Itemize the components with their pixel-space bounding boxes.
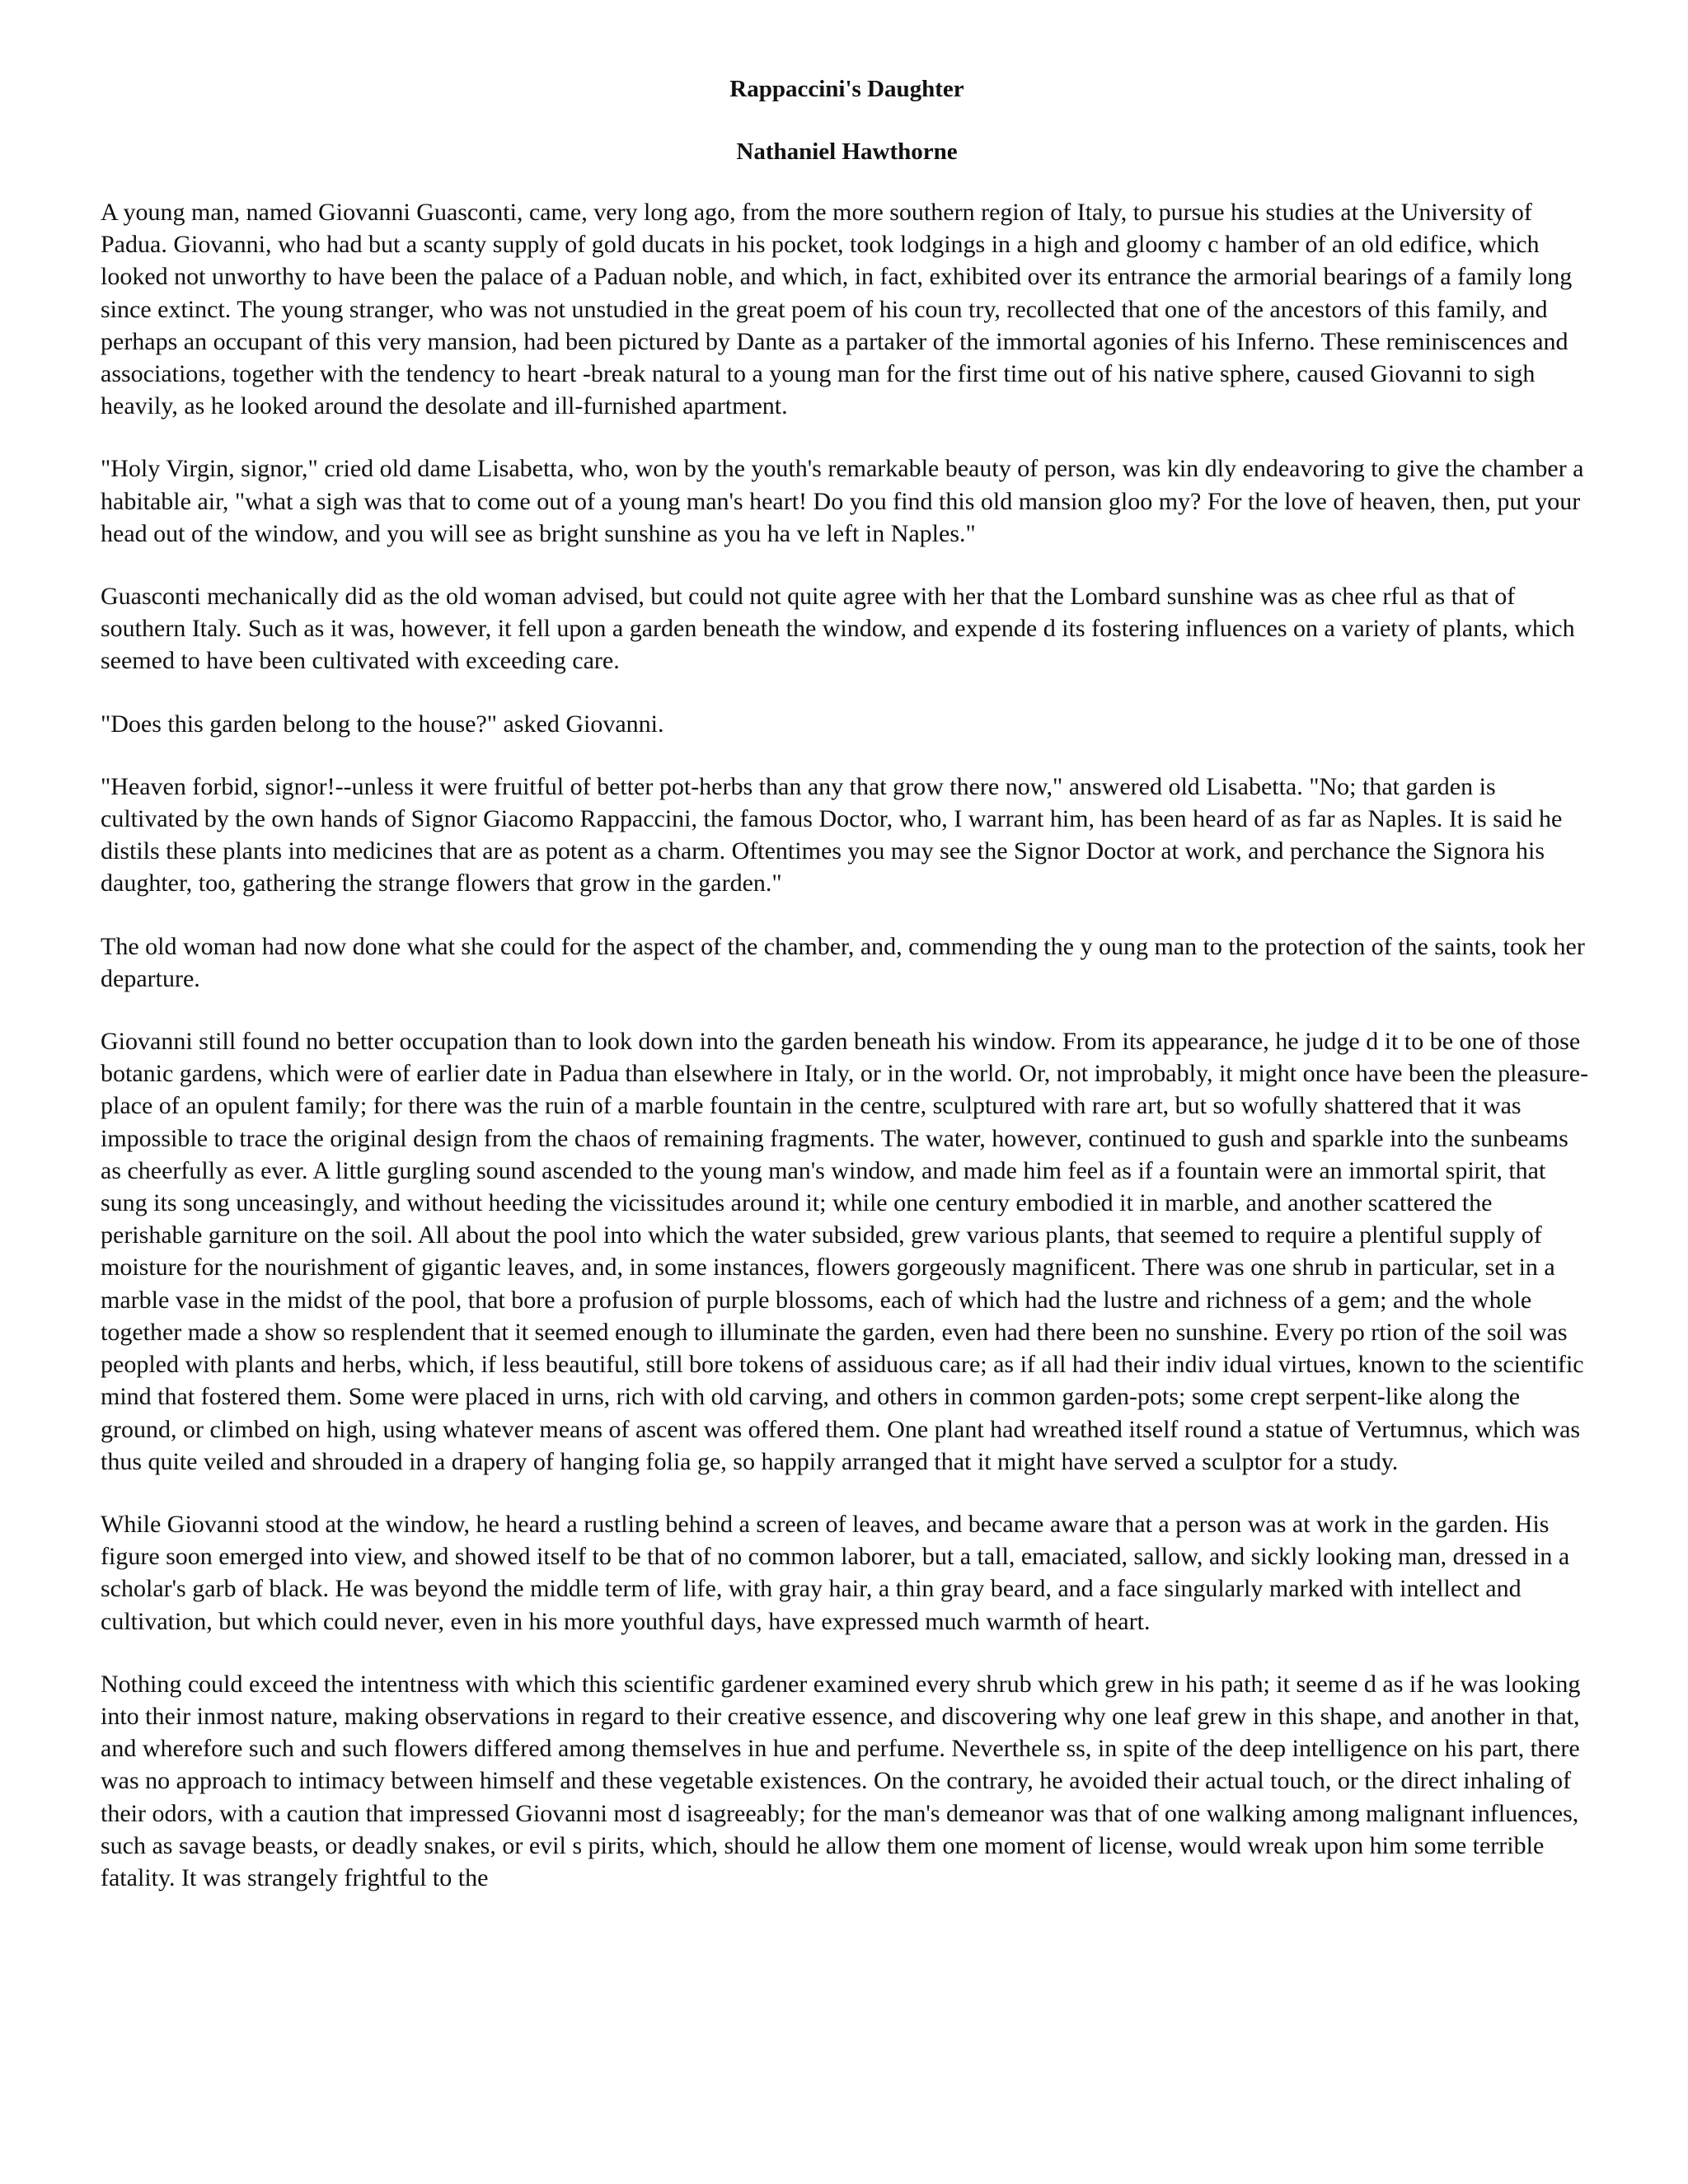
paragraph-2: "Holy Virgin, signor," cried old dame Lisabetta, who, won by the youth's remarkable beauty of person, was kin dly endeavoring to give the chamber a habitable air, "what a sigh was that to come out of a young man's heart! Do you find this old mansion gloo my? For the love of heaven, then, put your head out of the window, and you will see as bright sunshine as you ha ve left in Naples." xyxy=(101,455,1584,547)
paragraph-8: While Giovanni stood at the window, he heard a rustling behind a screen of leaves, and became aware that a person was at work in the garden. His figure soon emerged into view, and showed itself to be that of no common laborer, but a tall, emaciated, sallow, and sickly looking man, dressed in a scholar's garb of black. He was beyond the middle term of life, with gray hair, a thin gray beard, and a face singularly marked with intellect and cultivation, but which could never, even in his more youthful days, have expressed much warmth of heart. xyxy=(101,1510,1570,1635)
document-body xyxy=(101,196,1593,1894)
paragraph-4: "Does this garden belong to the house?" asked Giovanni. xyxy=(101,710,664,738)
paragraph-5: "Heaven forbid, signor!--unless it were fruitful of better pot-herbs than any that grow there now," answered old Lisabetta. "No; that garden is cultivated by the own hands of Signor Giacomo Rappaccini, the famous Doctor, who, I warrant him, has been heard of as far as Naples. It is said he distils these plants into medicines that are as potent as a charm. Oftentimes you may see the Signor Doctor at work, and perchance the Signora his daughter, too, gathering the strange flowers that grow in the garden." xyxy=(101,772,1563,898)
paragraph-6: The old woman had now done what she could for the aspect of the chamber, and, commending the y oung man to the protection of the saints, took her departure. xyxy=(101,932,1585,992)
document-title: Rappaccini's Daughter xyxy=(729,76,964,102)
paragraph-1: A young man, named Giovanni Guasconti, came, very long ago, from the more southern region of Italy, to pursue his studies at the University of Padua. Giovanni, who had but a scanty supply of gold ducats in his pocket, took lodgings in a high and gloomy c hamber of an old edifice, which looked not unworthy to have been the palace of a Paduan noble, and which, in fact, exhibited over its entrance the armorial bearings of a family long since extinct. The young stranger, who was not unstudied in the great poem of his coun try, recollected that one of the ancestors of this family, and perhaps an occupant of this very mansion, had been pictured by Dante as a partaker of the immortal agonies of his Inferno. These reminiscences and associations, together with the tendency to heart -break natural to a young man for the first time out of his native sphere, caused Giovanni to sigh heavily, as he looked around the desolate and ill-furnished apartment. xyxy=(101,199,1573,420)
paragraph-7: Giovanni still found no better occupation than to look down into the garden beneath his window. From its appearance, he judge d it to be one of those botanic gardens, which were of earlier date in Padua than elsewhere in Italy, or in the world. Or, not improbably, it might once have been the pleasure-place of an opulent family; for there was the ruin of a marble fountain in the centre, sculptured with rare art, but so wofully shattered that it was impossible to trace the original design from the chaos of remaining fragments. The water, however, continued to gush and sparkle into the sunbeams as cheerfully as ever. A little gurgling sound ascended to the young man's window, and made him feel as if a fountain were an immortal spirit, that sung its song unceasingly, and without heeding the vicissitudes around it; while one century embodied it in marble, and another scattered the perishable garniture on the soil. All about the pool into which the water subsided, grew various plants, that seemed to require a plentiful supply of moisture for the nourishment of gigantic leaves, and, in some instances, flowers gorgeously magnificent. There was one shrub in particular, set in a marble vase in the midst of the pool, that bore a profusion of purple blossoms, each of which had the lustre and richness of a gem; and the whole together made a show so resplendent that it seemed enough to illuminate the garden, even had there been no sunshine. Every po rtion of the soil was peopled with plants and herbs, which, if less beautiful, still bore tokens of assiduous care; as if all had their indiv idual virtues, known to the scientific mind that fostered them. Some were placed in urns, rich with old carving, and others in common garden-pots; some crept serpent-like along the ground, or climbed on high, using whatever means of ascent was offered them. One plant had wreathed itself round a statue of Vertumnus, which was thus quite veiled and shrouded in a drapery of hanging folia ge, so happily arranged that it might have served a sculptor for a study. xyxy=(101,1028,1589,1475)
document-author: Nathaniel Hawthorne xyxy=(736,138,958,165)
paragraph-3: Guasconti mechanically did as the old woman advised, but could not quite agree with her that the Lombard sunshine was as chee rful as that of southern Italy. Such as it was, however, it fell upon a garden beneath the window, and expende d its fostering influences on a variety of plants, which seemed to have been cultivated with exceeding care. xyxy=(101,583,1575,675)
paragraph-9: Nothing could exceed the intentness with which this scientific gardener examined every shrub which grew in his path; it seeme d as if he was looking into their inmost nature, making observations in regard to their creative essence, and discovering why one leaf grew in this shape, and another in that, and wherefore such and such flowers differed among themselves in hue and perfume. Neverthele ss, in spite of the deep intelligence on his part, there was no approach to intimacy between himself and these vegetable existences. On the contrary, he avoided their actual touch, or the direct inhaling of their odors, with a caution that impressed Giovanni most d isagreeably; for the man's demeanor was that of one walking among malignant influences, such as savage beasts, or deadly snakes, or evil s pirits, which, should he allow them one moment of license, would wreak upon him some terrible fatality. It was strangely frightful to the xyxy=(101,1670,1581,1891)
